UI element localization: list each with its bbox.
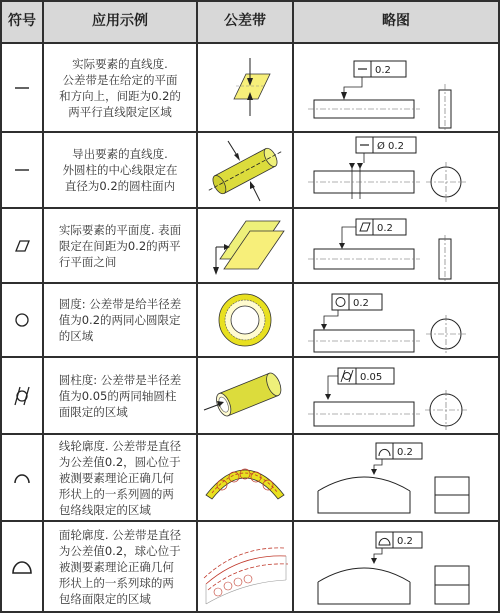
row-description: 圆度: 公差带是给半径差 值为0.2的两同心圆限定 的区域 xyxy=(58,297,182,343)
header-example: 应用示例 xyxy=(92,13,148,29)
drawing-sketch xyxy=(294,435,498,520)
drawing-sketch xyxy=(294,284,498,356)
tolerance-zone-illustration xyxy=(198,44,292,131)
row-description: 实际要素的平面度. 表面 限定在间距为0.2的两平 行平面之间 xyxy=(58,222,182,269)
row-description: 实际要素的直线度. 公差带是在给定的平面 和方向上，间距为0.2的 两平行直线限定区域 xyxy=(59,56,181,119)
straightness-icon xyxy=(2,44,42,131)
header-zone: 公差带 xyxy=(224,13,266,29)
tolerance-zone-illustration xyxy=(198,209,292,282)
table-row xyxy=(0,209,500,282)
cylindricity-icon xyxy=(2,358,42,433)
row-description: 圆柱度: 公差带是半径差 值为0.05的两同轴圆柱 面限定的区域 xyxy=(58,372,182,419)
table-row xyxy=(0,284,500,356)
header-symbol: 符号 xyxy=(8,13,36,29)
table-row xyxy=(0,522,500,611)
row-description: 线轮廓度. 公差带是直径 为公差值0.2，圆心位于 被测要素理论正确几何 形状上的一系列圆的两 包络线限定的区域 xyxy=(58,438,182,517)
drawing-sketch xyxy=(294,209,498,282)
drawing-sketch xyxy=(294,358,498,433)
surface-profile-icon xyxy=(2,522,42,611)
drawing-sketch xyxy=(294,522,498,611)
header-sketch: 略图 xyxy=(382,13,410,29)
tolerance-zone-illustration xyxy=(198,284,292,356)
tolerance-value: 0.2 xyxy=(353,298,369,309)
drawing-sketch xyxy=(294,44,498,131)
table-row xyxy=(0,358,500,433)
drawing-sketch xyxy=(294,133,498,207)
tolerance-value: 0.2 xyxy=(375,65,391,76)
tolerance-zone-illustration xyxy=(198,358,292,433)
tolerance-zone-illustration xyxy=(198,133,292,207)
table-row xyxy=(0,44,500,131)
tolerance-value: 0.2 xyxy=(397,447,413,458)
line-profile-icon xyxy=(2,435,42,520)
tolerance-value: Ø 0.2 xyxy=(377,141,404,152)
table-row xyxy=(0,133,500,207)
flatness-icon xyxy=(2,209,42,282)
tolerance-value: 0.05 xyxy=(360,372,383,383)
tolerance-zone-illustration xyxy=(198,522,292,611)
row-description: 导出要素的直线度. 外圆柱的中心线限定在 直径为0.2的圆柱面内 xyxy=(62,147,178,193)
grid-line xyxy=(0,0,500,2)
row-description: 面轮廓度. 公差带是直径 为公差值0.2，球心位于 被测要素理论正确几何 形状上的一系列球的两 包络面限定的区域 xyxy=(58,527,182,606)
table-header xyxy=(0,0,500,42)
table-row xyxy=(0,435,500,520)
tolerance-zone-illustration xyxy=(198,435,292,520)
straightness-icon xyxy=(2,133,42,207)
tolerance-value: 0.2 xyxy=(377,223,393,234)
circularity-icon xyxy=(2,284,42,356)
tolerance-value: 0.2 xyxy=(397,536,413,547)
